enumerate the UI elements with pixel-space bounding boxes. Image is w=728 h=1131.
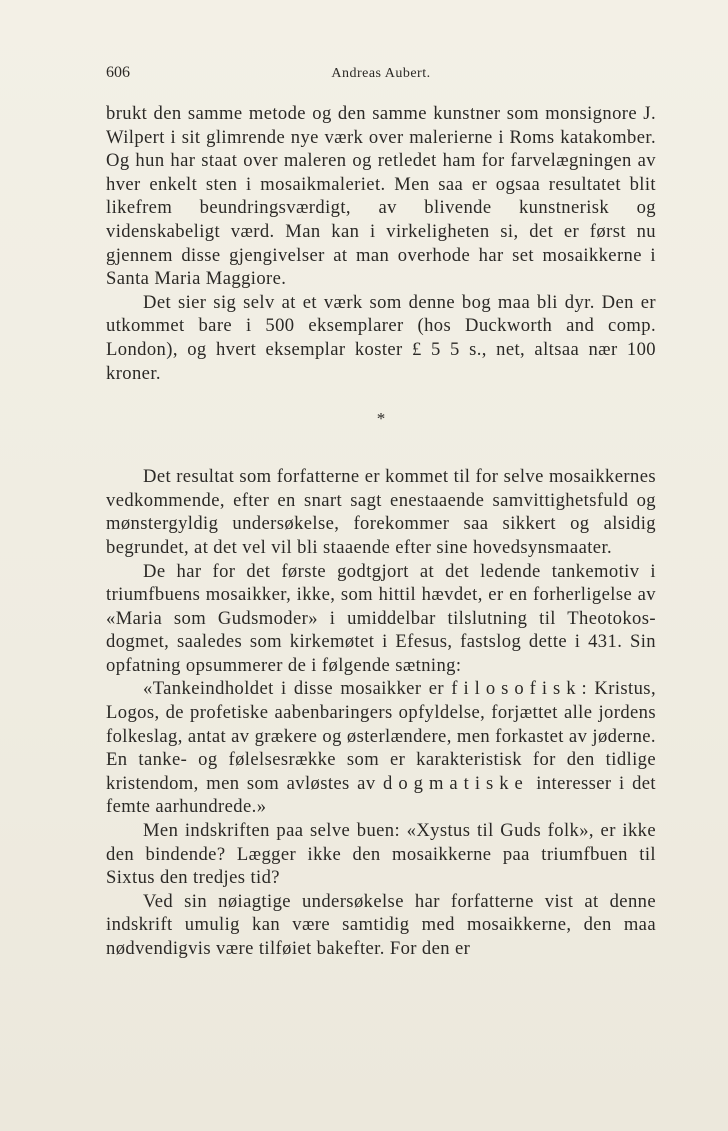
emphasis-text: filosofisk [451, 678, 582, 700]
body-text [106, 102, 656, 961]
section-2 [106, 465, 656, 960]
quote-text: : Kristus, Logos, de profetiske aabenbaringers opfyldelse, forjættet alle jordens folkeslag, antat av grækere og østerlændere, men forkastet av jøderne. En tanke- og følelsesrække som er karakteristisk for den tidlige kristendom, men som avløstes av [106, 678, 656, 794]
paragraph: Men indskriften paa selve buen: «Xystus til Guds folk», er ikke den bindende? Lægger ikke den mosaikkerne paa triumfbuen til Sixtus den tredjes tid? [106, 820, 656, 889]
quote-paragraph [106, 677, 656, 819]
emphasis-text: dogmatiske [383, 772, 529, 794]
quote-text: «Tankeindholdet i disse mosaikker er [143, 678, 444, 700]
running-title: Andreas Aubert. [331, 66, 431, 81]
paragraph: Det sier sig selv at et værk som denne bog maa bli dyr. Den er utkommet bare i 500 eksemplarer (hos Duckworth and comp. London), og hvert eksemplar koster £ 5 5 s., net, altsaa nær 100 kroner. [106, 291, 656, 384]
paragraph: Ved sin nøiagtige undersøkelse har forfatterne vist at denne indskrift umulig kan være samtidig med mosaikkerne, den maa nødvendigvis være tilføiet bakefter. For den er [106, 890, 656, 959]
section-separator: * [376, 409, 386, 429]
quote-text: interesser i det femte aarhundrede.» [106, 772, 656, 818]
paragraph: De har for det første godtgjort at det ledende tankemotiv i triumfbuens mosaikker, ikke, som hittil hævdet, er en forherligelse av «Maria som Gudsmoder» i umiddelbar tilslutning til Theotokos-dogmet, saaledes som kirkemøtet i Efesus, fastslog dette i 431. Sin opfatning opsummerer de i følgende sætning: [106, 560, 656, 676]
section-1 [106, 102, 656, 385]
paragraph: Det resultat som forfatterne er kommet til for selve mosaikkernes vedkommende, efter en snart sagt enestaaende samvittighetsfuld og mønstergyldig undersøkelse, forekommer saa sikkert og alsidig begrundet, at det vel vil bli staaende efter sine hovedsynsmaater. [106, 466, 656, 558]
page-header [106, 64, 656, 88]
page-number: 606 [106, 64, 130, 81]
paragraph: brukt den samme metode og den samme kunstner som monsignore J. Wilpert i sit glimrende nye værk over malerierne i Roms katakomber. Og hun har staat over maleren og retledet ham for farvelægningen av hver enkelt sten i mosaikmaleriet. Men saa er ogsaa resultatet blit likefrem beundringsværdigt, av blivende kunstnerisk og videnskabeligt værd. Man kan i virkeligheten si, det er først nu gjennem disse gjengivelser at man overhode har set mosaikkerne i Santa Maria Maggiore. [106, 103, 656, 290]
